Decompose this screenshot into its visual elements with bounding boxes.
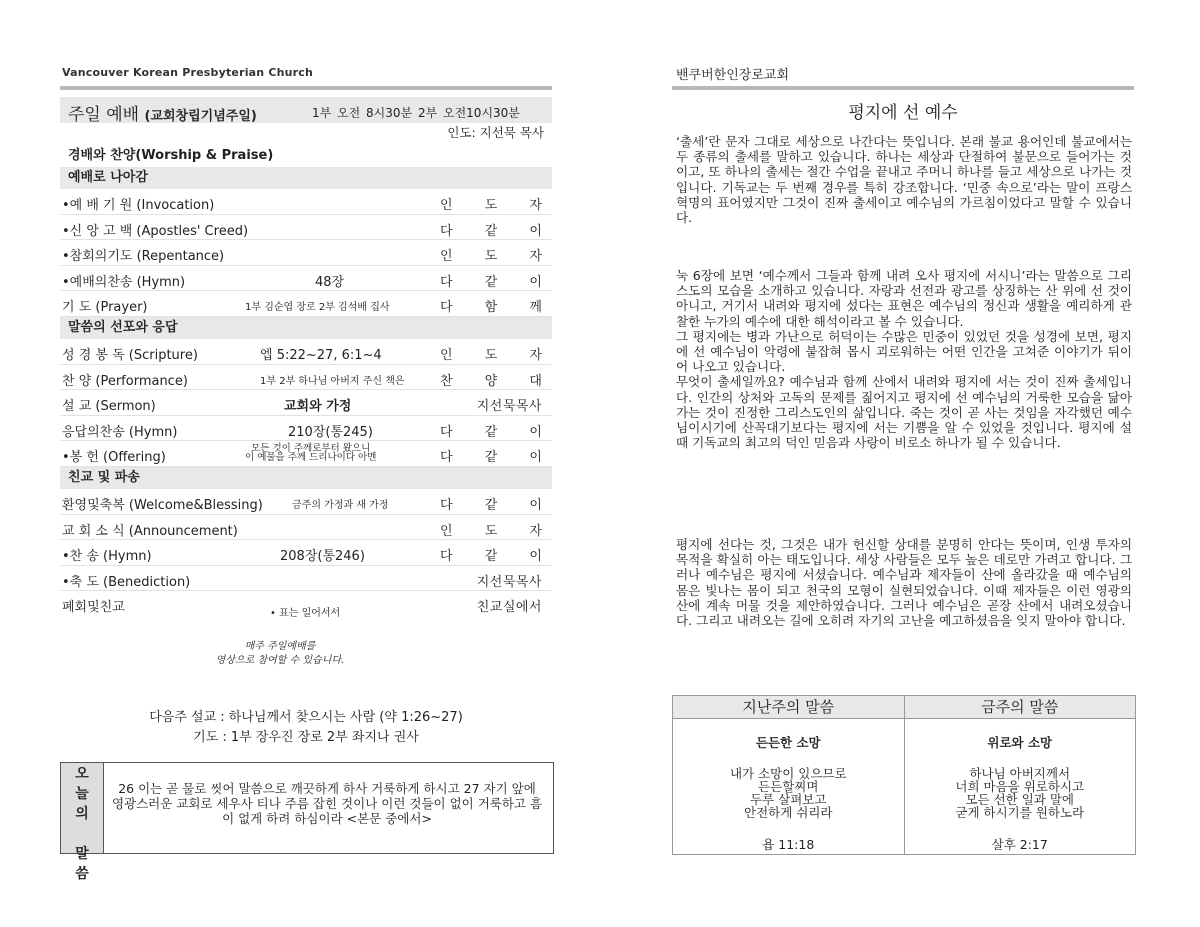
item-offering bbox=[60, 441, 556, 467]
service-times: 1부 오전 8시30분 2부 오전10시30분 bbox=[312, 106, 520, 120]
item-prayer bbox=[60, 291, 556, 317]
offering-line-2: 이 예물을 주께 드리나이다 아멘 bbox=[245, 452, 377, 464]
item-leader: 다 같 이 bbox=[440, 223, 556, 239]
item-closing-hymn bbox=[60, 540, 556, 566]
item-detail: 1부 김순엽 장로 2부 김석배 집사 bbox=[245, 302, 390, 314]
verse-reference: 살후 2:17 bbox=[991, 837, 1048, 852]
item-leader: 친교실에서 bbox=[476, 600, 542, 616]
verse-header: 지난주의 말씀 bbox=[673, 696, 904, 719]
service-occasion: (교회창립기념주일) bbox=[144, 109, 257, 124]
item-label: 설 교 (Sermon) bbox=[62, 399, 156, 415]
item-label: •축 도 (Benediction) bbox=[62, 574, 191, 590]
item-detail: 210장(통245) bbox=[288, 424, 373, 440]
item-invocation bbox=[60, 189, 556, 215]
label-char: 오 bbox=[75, 766, 89, 782]
verse-line: 내가 소망이 있으므로 bbox=[729, 766, 847, 781]
sermon-title: 교회와 가정 bbox=[284, 399, 352, 415]
item-benediction bbox=[60, 566, 552, 592]
item-leader: 다 같 이 bbox=[440, 549, 556, 565]
stream-note-line-2: 영상으로 참여할 수 있습니다. bbox=[215, 655, 345, 666]
item-announcement bbox=[60, 515, 556, 541]
offering-line-1: 모든 것이 주께로부터 왔으니 bbox=[251, 443, 371, 455]
verse-line: 든든할찌며 bbox=[758, 779, 819, 794]
item-label: •신 앙 고 백 (Apostles' Creed) bbox=[62, 223, 249, 239]
item-label: •예배의찬송 (Hymn) bbox=[62, 274, 186, 290]
church-title-english: Vancouver Korean Presbyterian Church bbox=[62, 66, 314, 79]
verse-title: 든든한 소망 bbox=[755, 735, 821, 750]
officiant: 인도: 지선묵 목사 bbox=[447, 125, 544, 140]
item-label: •참회의기도 (Repentance) bbox=[62, 249, 225, 265]
item-leader: 찬 양 대 bbox=[440, 373, 556, 389]
item-creed bbox=[60, 215, 556, 241]
item-leader: 다 같 이 bbox=[440, 424, 556, 440]
column-paragraph: 눅 6장에 보면 ‘예수께서 그들과 함께 내려 오사 평지에 서시니’라는 말씀으로 그리스도의 모습을 소개하고 있습니다. 자랑과 선전과 광고를 상징하는 산 위에 선 것이 아니고, 거기서 내려와 평지에 섰다는 표현은 예수님의 정신과 생활을 예리하게 관찰한 누가의 예수에 대한 해석이라고 볼 수 있습니다. 그 평지에는 병과 가난으로 허덕이는 수많은 민중이 있었던 것을 성경에 보면, 평지에 선 예수님이 악령에 붙잡혀 몹시 괴로워하는 어떤 인간을 고쳐준 이야기가 뒤이어 나오고 있습니다. 무엇이 출세일까요? 예수님과 함께 산에서 내려와 평지에 서는 것이 진짜 출세입니다. 인간의 상처와 고독의 문제를 짊어지고 평지에 선 예수님의 거룩한 모습을 닮아가는 것이 진정한 그리스도인의 삶입니다. 죽는 것이 곧 사는 것임을 자각했던 예수님이시기에 산꼭대기보다는 평지에 서는 기쁨을 알 수 있었을 것입니다. 평지에 설 때 기독교의 최고의 덕인 믿음과 사랑이 비로소 하나가 될 수 있습니다. bbox=[676, 268, 1132, 451]
section-word-response: 말씀의 선포와 응답 bbox=[60, 317, 552, 339]
verse-body bbox=[673, 767, 904, 819]
item-label: •예 배 기 원 (Invocation) bbox=[62, 198, 215, 213]
label-char bbox=[61, 823, 103, 843]
verse-line: 하나님 아버지께서 bbox=[969, 766, 1071, 781]
item-performance bbox=[60, 365, 556, 391]
next-sermon: 다음주 설교 : 하나님께서 찾으시는 사람 (약 1:26~27) bbox=[149, 710, 463, 725]
service-header bbox=[60, 97, 552, 123]
verse-body bbox=[905, 767, 1136, 819]
stream-note bbox=[200, 640, 360, 668]
label-char: 의 bbox=[75, 806, 89, 822]
item-leader: 지선묵목사 bbox=[476, 399, 542, 415]
item-label: 교 회 소 식 (Announcement) bbox=[62, 523, 238, 539]
section-approach: 예배로 나아감 bbox=[60, 167, 552, 189]
verse-line: 모든 선한 일과 말에 bbox=[965, 792, 1075, 807]
next-week-info bbox=[60, 708, 552, 748]
verse-line: 두루 살펴보고 bbox=[750, 792, 827, 807]
verse-line: 안전하게 쉬리라 bbox=[744, 805, 833, 820]
worship-praise-heading: 경배와 찬양(Worship & Praise) bbox=[68, 148, 274, 163]
item-detail: 금주의 가정과 새 가정 bbox=[292, 499, 389, 511]
column-paragraph: 평지에 선다는 것, 그것은 내가 헌신할 상대를 분명히 안다는 뜻이며, 인생 투자의 목적을 확실히 아는 태도입니다. 세상 사람들은 모두 높은 데로만 가려고 합니다. 그러나 예수님은 평지에 서셨습니다. 예수님과 제자들이 산에 올라갔을 때 예수님의 몸은 빛나는 몸이 되고 천국의 모형이 실현되었습니다. 이때 제자들은 이런 영광의 산에 계속 머물 것을 제안하였습니다. 그러나 예수님은 곧장 산에서 내려오셨습니다. 그리고 내려오는 길에 오히려 자기의 고난을 예고하셨음을 잊지 말아야 합니다. bbox=[676, 537, 1132, 629]
item-leader: 지선묵목사 bbox=[476, 574, 542, 590]
item-scripture bbox=[60, 339, 556, 365]
standing-note: • 표는 일어서서 bbox=[270, 608, 341, 619]
item-leader: 다 같 이 bbox=[440, 497, 556, 513]
verse-header: 금주의 말씀 bbox=[905, 696, 1136, 719]
item-leader: 인 도 자 bbox=[440, 347, 556, 363]
item-label: 성 경 봉 독 (Scripture) bbox=[62, 347, 198, 363]
item-label: •찬 송 (Hymn) bbox=[62, 549, 152, 565]
column-title: 평지에 선 예수 bbox=[848, 103, 958, 123]
this-week-verse bbox=[904, 696, 1136, 854]
column-paragraph: ‘출세’란 문자 그대로 세상으로 나간다는 뜻입니다. 본래 불교 용어인데 불교에서는 두 종류의 출세를 말하고 있습니다. 하나는 세상과 단절하여 불문으로 들어가는 것이고, 또 하나의 출세는 절간 수업을 끝내고 주머니 하나를 들고 세상으로 나가는 것입니다. 기독교는 두 번째 경우를 특히 강조합니다. ‘민중 속으로’라는 말이 프랑스 혁명의 표어였지만 그것이 진짜 출세이고 예수님의 가르침이었다고 말할 수 있습니다. bbox=[676, 134, 1132, 226]
item-leader: 다 함 께 bbox=[440, 300, 556, 316]
item-detail: 엡 5:22~27, 6:1~4 bbox=[260, 347, 382, 363]
stream-note-line-1: 매주 주일예배를 bbox=[244, 641, 316, 652]
item-label: •봉 헌 (Offering) bbox=[62, 450, 166, 466]
last-week-verse bbox=[673, 696, 904, 854]
item-leader: 다 같 이 bbox=[440, 274, 556, 290]
item-label: 환영및축복 (Welcome&Blessing) bbox=[62, 497, 263, 513]
verse-line: 너희 마음을 위로하시고 bbox=[955, 779, 1085, 794]
item-label: 폐회및친교 bbox=[62, 600, 125, 616]
church-title-korean: 밴쿠버한인장로교회 bbox=[676, 68, 790, 83]
item-response-hymn bbox=[60, 416, 556, 442]
item-detail: 1부 2부 하나님 아버지 주신 책은 bbox=[260, 375, 405, 387]
verse-reference: 욥 11:18 bbox=[762, 837, 815, 852]
service-name: 주일 예배 bbox=[68, 105, 140, 125]
service-title bbox=[68, 100, 257, 125]
item-label: 응답의찬송 (Hymn) bbox=[62, 424, 178, 440]
verse-line: 굳게 하시기를 원하노라 bbox=[955, 805, 1085, 820]
label-char: 늘 bbox=[75, 786, 89, 802]
item-detail: 208장(통246) bbox=[280, 549, 365, 565]
item-leader: 인 도 자 bbox=[440, 249, 556, 265]
item-welcome bbox=[60, 489, 556, 515]
item-leader: 인 도 자 bbox=[440, 523, 556, 539]
header-rule bbox=[60, 86, 552, 90]
section-fellowship: 친교 및 파송 bbox=[60, 467, 552, 489]
header-rule bbox=[672, 86, 1134, 90]
memory-verse-table bbox=[672, 695, 1136, 855]
item-sermon bbox=[60, 390, 552, 416]
order-of-worship bbox=[60, 97, 556, 616]
item-opening-hymn bbox=[60, 266, 556, 292]
todays-word-box bbox=[60, 762, 554, 882]
todays-word-label bbox=[61, 763, 104, 882]
item-label: 기 도 (Prayer) bbox=[62, 300, 148, 316]
verse-title: 위로와 소망 bbox=[987, 735, 1053, 750]
label-char: 말 bbox=[75, 846, 89, 862]
item-repentance bbox=[60, 240, 556, 266]
todays-word-text: 26 이는 곧 물로 씻어 말씀으로 깨끗하게 하사 거룩하게 하시고 27 자기 앞에 영광스러운 교회로 세우사 티나 주름 잡힌 것이나 이런 것들이 없이 거룩하고 흠이 없게 하려 하심이라 <본문 중에서> bbox=[111, 781, 543, 826]
next-prayer: 기도 : 1부 장우진 장로 2부 좌지나 권사 bbox=[193, 730, 419, 745]
item-detail: 48장 bbox=[315, 274, 345, 290]
item-label: 찬 양 (Performance) bbox=[62, 373, 188, 389]
item-leader: 인 도 자 bbox=[440, 198, 556, 213]
offering-prayer bbox=[245, 444, 376, 462]
label-char: 씀 bbox=[75, 866, 89, 882]
item-leader: 다 같 이 bbox=[440, 450, 556, 466]
